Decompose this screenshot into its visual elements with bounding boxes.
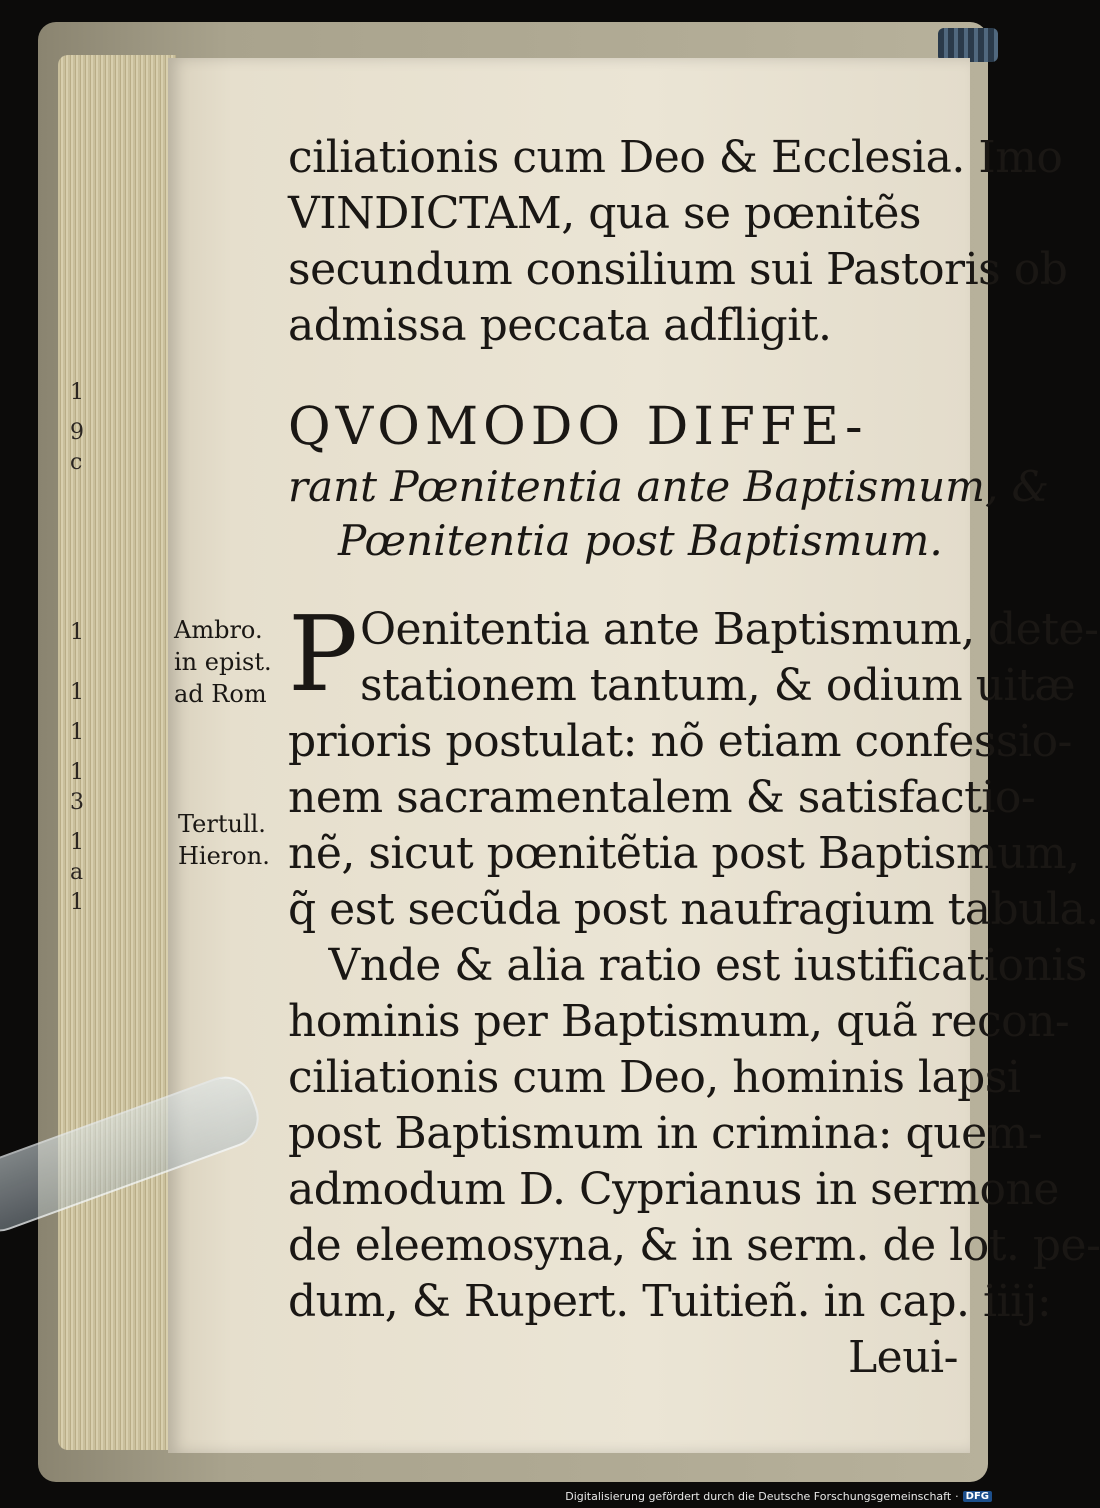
edge-mark: 1 bbox=[70, 620, 84, 645]
edge-mark: 1 bbox=[70, 380, 84, 405]
text-line: ciliationis cum Deo & Ecclesia. Imo bbox=[288, 132, 1063, 183]
dfg-logo-icon: DFG bbox=[963, 1491, 992, 1502]
text-line: nẽ, sicut pœnitẽtia post Baptismum, bbox=[288, 828, 1080, 879]
section-subheading: Pœnitentia post Baptismum. bbox=[338, 516, 943, 565]
page-edges bbox=[58, 55, 176, 1450]
footer-credit: Digitalisierung gefördert durch die Deutsche Forschungsgemeinschaft bbox=[565, 1489, 952, 1503]
text-line: Vnde & alia ratio est iustificationis bbox=[288, 940, 1088, 991]
paragraph-start bbox=[288, 593, 1099, 715]
text-line: prioris postulat: nõ etiam confessio- bbox=[288, 716, 1072, 767]
section-heading: QVOMODO DIFFE- bbox=[288, 397, 868, 457]
edge-mark: 1 bbox=[70, 680, 84, 705]
text-line: admodum D. Cyprianus in sermone bbox=[288, 1164, 1059, 1215]
text-line: post Baptismum in crimina: quem- bbox=[288, 1108, 1043, 1159]
edge-mark: 9 bbox=[70, 420, 84, 445]
text-line: q̃ est secũda post naufragium tabula. bbox=[288, 884, 1099, 935]
book-clasp bbox=[938, 28, 998, 62]
edge-mark: a bbox=[70, 860, 84, 885]
drop-cap: P bbox=[288, 593, 358, 715]
edge-mark: 1 bbox=[70, 890, 84, 915]
text-line: nem sacramentalem & satisfactio- bbox=[288, 772, 1036, 823]
book-page bbox=[168, 58, 1100, 1453]
text-line: stationem tantum, & odium uitæ bbox=[359, 660, 1076, 711]
text-line: hominis per Baptismum, quã recon- bbox=[288, 996, 1070, 1047]
edge-mark: 1 bbox=[70, 760, 84, 785]
margin-note: Tertull. Hieron. bbox=[178, 810, 270, 870]
edge-mark: 1 bbox=[70, 720, 84, 745]
text-line: dum, & Rupert. Tuitieñ. in cap. iiij: bbox=[288, 1276, 1052, 1327]
edge-mark: c bbox=[70, 450, 83, 475]
text-line: admissa peccata adfligit. bbox=[288, 300, 832, 351]
edge-mark: 3 bbox=[70, 790, 84, 815]
edge-mark: 1 bbox=[70, 830, 84, 855]
text-line: VINDICTAM, qua se pœnitẽs bbox=[288, 188, 921, 239]
page-text bbox=[288, 130, 1100, 1386]
text-line: de eleemosyna, & in serm. de lot. pe- bbox=[288, 1220, 1100, 1271]
text-line: ciliationis cum Deo, hominis lapsi bbox=[288, 1052, 1021, 1103]
text-line: Oenitentia ante Baptismum, dete- bbox=[359, 604, 1099, 655]
text-line: secundum consilium sui Pastoris ob bbox=[288, 244, 1068, 295]
catchword: Leui- bbox=[847, 1332, 958, 1383]
section-subheading: rant Pœnitentia ante Baptismum, & bbox=[288, 462, 1050, 511]
margin-note: Ambro. in epist. ad Rom bbox=[174, 616, 272, 708]
digitization-footer: Digitalisierung gefördert durch die Deutsche Forschungsgemeinschaft · DFG bbox=[565, 1488, 992, 1504]
